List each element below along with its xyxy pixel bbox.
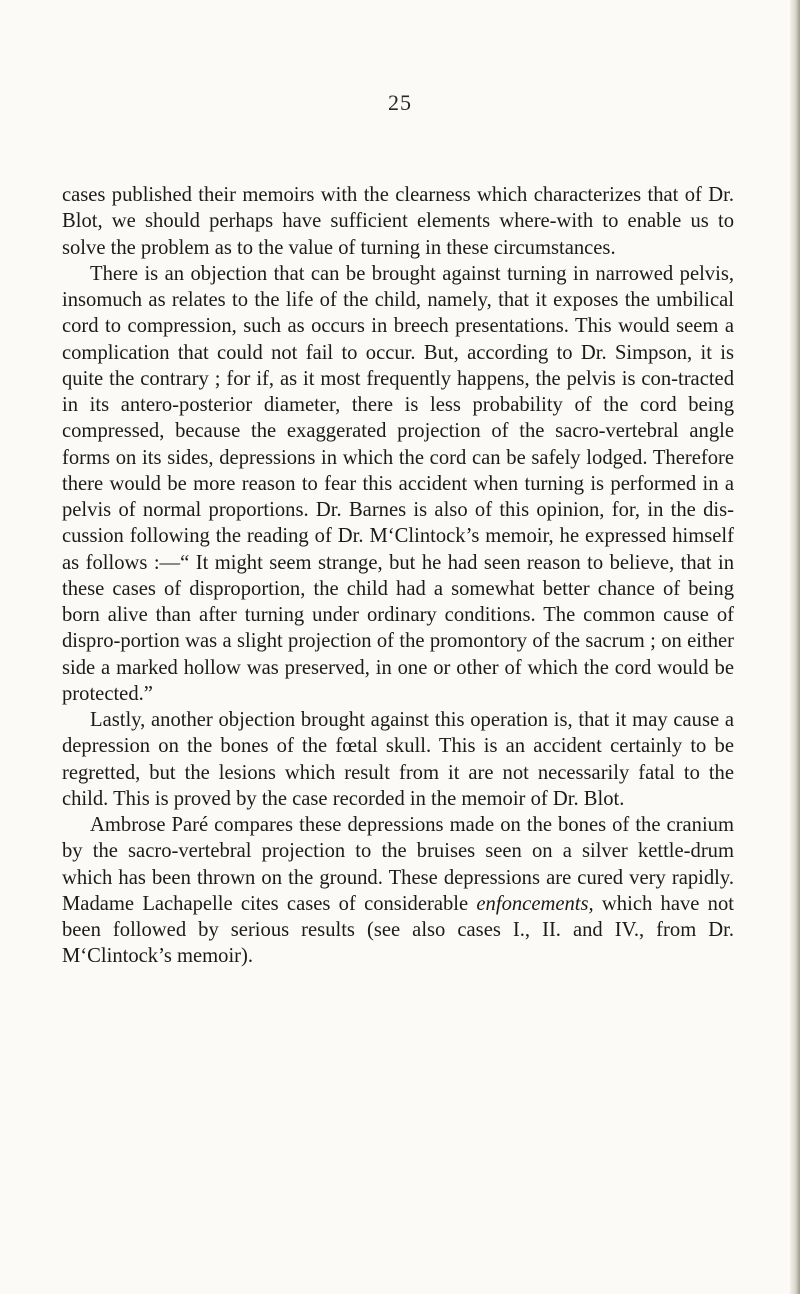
paragraph-text: which have not been followed by serious results (see also cases I., II. and IV., from Dr. M‘Clintock’s memoir).	[62, 892, 734, 968]
page-edge-shadow	[790, 0, 800, 1294]
paragraph-3	[62, 707, 734, 812]
paragraph-text: cases published their memoirs with the clearness which characterizes that of Dr. Blot, we should perhaps have sufficient elements where-with to enable us to solve the problem as to the value of turning in these circumstances.	[62, 184, 734, 259]
paragraph-4	[62, 812, 734, 970]
paragraph-text: There is an objection that can be brought against turning in narrowed pelvis, insomuch as relates to the life of the child, namely, that it exposes the umbilical cord to compression, such as occurs in breech presentations. This would seem a complication that could not fail to occur. But, according to Dr. Simpson, it is quite the contrary ; for if, as it most frequently happens, the pelvis is con-tracted in its antero-posterior diameter, there is less probability of the cord being compressed, because the exaggerated projection of the sacro-vertebral angle forms on its sides, depressions in which the cord can be safely lodged. Therefore there would be more reason to fear this accident when turning is performed in a pelvis of normal proportions. Dr. Barnes is also of this opinion, for, in the dis-cussion following the reading of Dr. M‘Clintock’s memoir, he expressed himself as follows :—“ It might seem strange, but he had seen reason to believe, that in these cases of disproportion, the child had a somewhat better chance of being born alive than after turning under ordinary conditions. The common cause of dispro-portion was a slight projection of the promontory of the sacrum ; on either side a marked hollow was preserved, in one or other of which the cord would be protected.”	[62, 262, 734, 705]
paragraph-text: Lastly, another objection brought against this operation is, that it may cause a depression on the bones of the fœtal skull. This is an accident certainly to be regretted, but the lesions which result from it are not necessarily fatal to the child. This is proved by the case recorded in the memoir of Dr. Blot.	[62, 709, 734, 810]
paragraph-1	[62, 182, 734, 261]
paragraph-text: Ambrose Paré compares these depressions made on the bones of the cranium by the sacro-vertebral projection to the bruises seen on a silver kettle-drum which has been thrown on the ground. These depressions are cured very rapidly. Madame Lachapelle cites cases of considerable	[62, 814, 734, 915]
body-text	[62, 182, 734, 970]
italic-term: enfoncements,	[476, 892, 594, 915]
page-number: 25	[388, 90, 412, 115]
paragraph-2	[62, 261, 734, 707]
